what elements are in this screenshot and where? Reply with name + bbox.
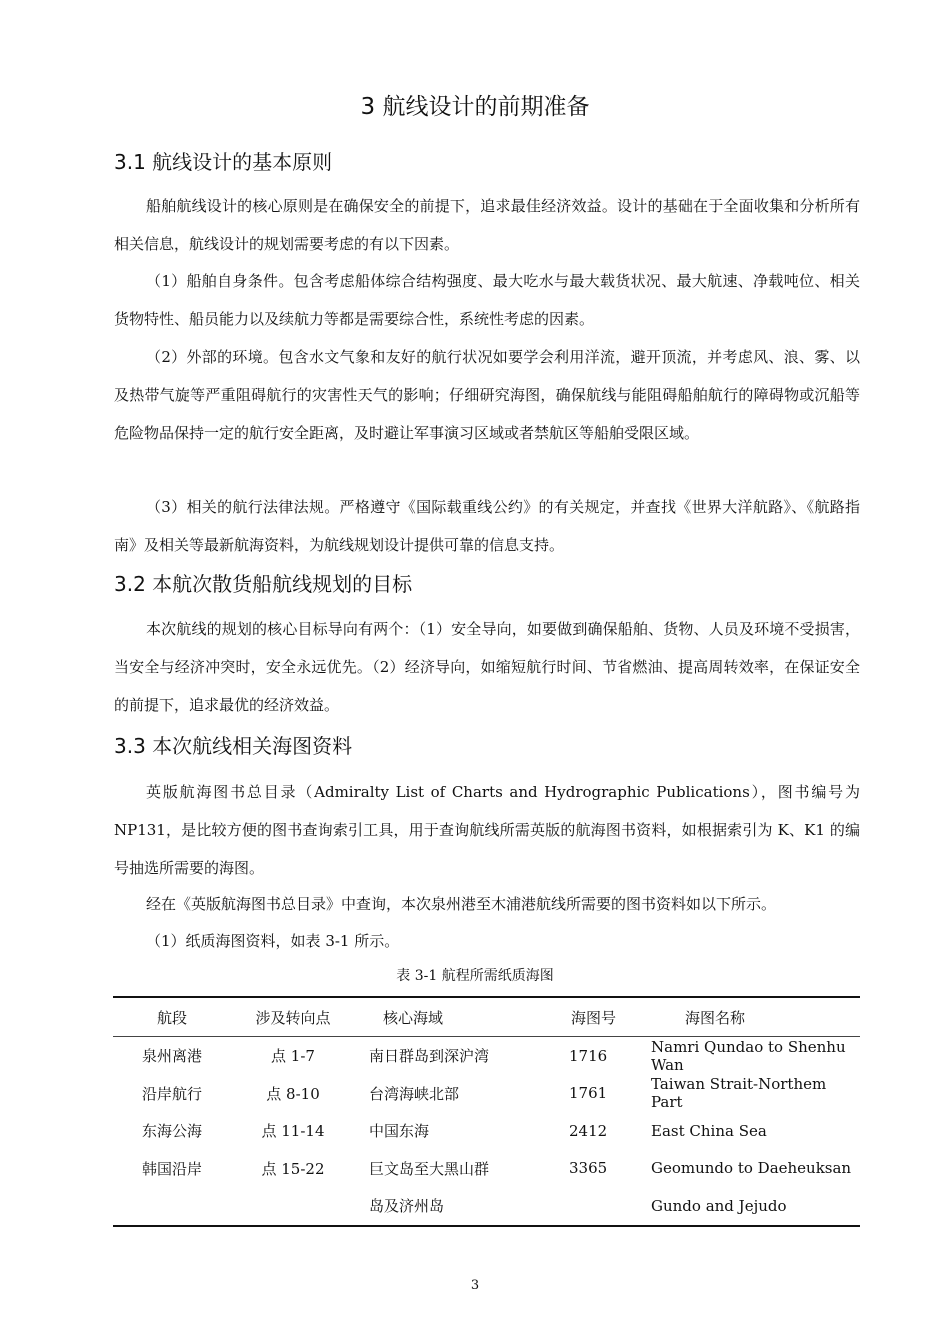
table-cell: 点 11-14 xyxy=(261,1122,325,1141)
table-cell: 南日群岛到深沪湾 xyxy=(369,1047,490,1066)
header-cell: 核心海域 xyxy=(355,997,569,1037)
section-heading-3-2: 3.2 本航次散货船航线规划的目标 xyxy=(114,572,413,596)
section-heading-3-1: 3.1 航线设计的基本原则 xyxy=(114,150,333,174)
table-row xyxy=(113,1075,860,1113)
table-cell: 1716 xyxy=(569,1046,608,1065)
table-cell: Taiwan Strait-Northem Part xyxy=(651,1075,827,1112)
table-cell: 点 15-22 xyxy=(261,1159,325,1178)
table-cell: Geomundo to Daeheuksan xyxy=(651,1159,852,1178)
table-cell: 点 8-10 xyxy=(266,1084,320,1103)
table-cell: 3365 xyxy=(569,1159,608,1178)
table-cell xyxy=(231,1187,355,1226)
table-cell: 2412 xyxy=(569,1121,608,1140)
chapter-title: 3 航线设计的前期准备 xyxy=(360,94,590,120)
table-cell: 岛及济州岛 xyxy=(369,1197,445,1216)
header-cell: 涉及转向点 xyxy=(231,997,355,1037)
table-row xyxy=(113,1037,860,1075)
chart-table xyxy=(113,996,860,1227)
table-caption: 表 3-1 航程所需纸质海图 xyxy=(396,968,554,984)
table-cell: 巨文岛至大黑山群 xyxy=(369,1159,490,1178)
table-row xyxy=(113,1150,860,1188)
table-row xyxy=(113,1187,860,1226)
table-cell: 台湾海峡北部 xyxy=(369,1084,460,1103)
header-cell: 海图名称 xyxy=(651,997,860,1037)
table-cell: 中国东海 xyxy=(369,1122,430,1141)
paragraph: （1）船舶自身条件。包含考虑船体综合结构强度、最大吃水与最大载货状况、最大航速、净载吨位、相关货物特性、船员能力以及续航力等都是需要综合性，系统性考虑的因素。 xyxy=(114,272,860,328)
table-header-row xyxy=(113,997,860,1037)
table-cell: 泉州离港 xyxy=(141,1047,202,1066)
header-cell: 航段 xyxy=(113,997,231,1037)
paragraph: 本次航线的规划的核心目标导向有两个：（1）安全导向，如要做到确保船舶、货物、人员及环境不受损害，当安全与经济冲突时，安全永远优先。（2）经济导向，如缩短航行时间、节省燃油、提高周转效率，在保证安全的前提下，追求最优的经济效益。 xyxy=(114,620,860,714)
table-cell xyxy=(113,1187,231,1226)
paragraph: （2）外部的环境。包含水文气象和友好的航行状况如要学会利用洋流，避开顶流，并考虑风、浪、雾、以及热带气旋等严重阻碍航行的灾害性天气的影响；仔细研究海图，确保航线与能阻碍船舶航行的障碍物或沉船等危险物品保持一定的航行安全距离，及时避让军事演习区域或者禁航区等船舶受限区域。 xyxy=(114,348,860,442)
table-cell: East China Sea xyxy=(651,1121,767,1140)
header-cell: 海图号 xyxy=(569,997,651,1037)
table-cell: 1761 xyxy=(569,1084,608,1103)
table-cell: 点 1-7 xyxy=(271,1047,315,1066)
page-number: 3 xyxy=(470,1278,480,1293)
paragraph: 经在《英版航海图书总目录》中查询，本次泉州港至木浦港航线所需要的图书资料如以下所示。 xyxy=(146,895,777,913)
table-cell: 沿岸航行 xyxy=(141,1084,202,1103)
table-cell: 韩国沿岸 xyxy=(141,1159,202,1178)
table-cell xyxy=(569,1187,651,1226)
paragraph: 船舶航线设计的核心原则是在确保安全的前提下，追求最佳经济效益。设计的基础在于全面收集和分析所有相关信息，航线设计的规划需要考虑的有以下因素。 xyxy=(114,197,860,253)
table-cell: 东海公海 xyxy=(141,1122,202,1141)
table-cell: Namri Qundao to Shenhu Wan xyxy=(651,1037,846,1074)
table-row xyxy=(113,1112,860,1150)
paragraph: （1）纸质海图资料，如表 3-1 所示。 xyxy=(146,932,400,950)
section-heading-3-3: 3.3 本次航线相关海图资料 xyxy=(114,734,353,758)
table-cell: Gundo and Jejudo xyxy=(651,1196,787,1215)
paragraph: （3）相关的航行法律法规。严格遵守《国际载重线公约》的有关规定，并查找《世界大洋航路》、《航路指南》及相关等最新航海资料，为航线规划设计提供可靠的信息支持。 xyxy=(114,498,860,554)
paragraph: 英版航海图书总目录（Admiralty List of Charts and Hydrographic Publications），图书编号为 NP131，是比较方便的图书查询索引工具，用于查询航线所需英版的航海图书资料，如根据索引为 K、K1 的编号抽选所需要的海图。 xyxy=(114,783,860,877)
